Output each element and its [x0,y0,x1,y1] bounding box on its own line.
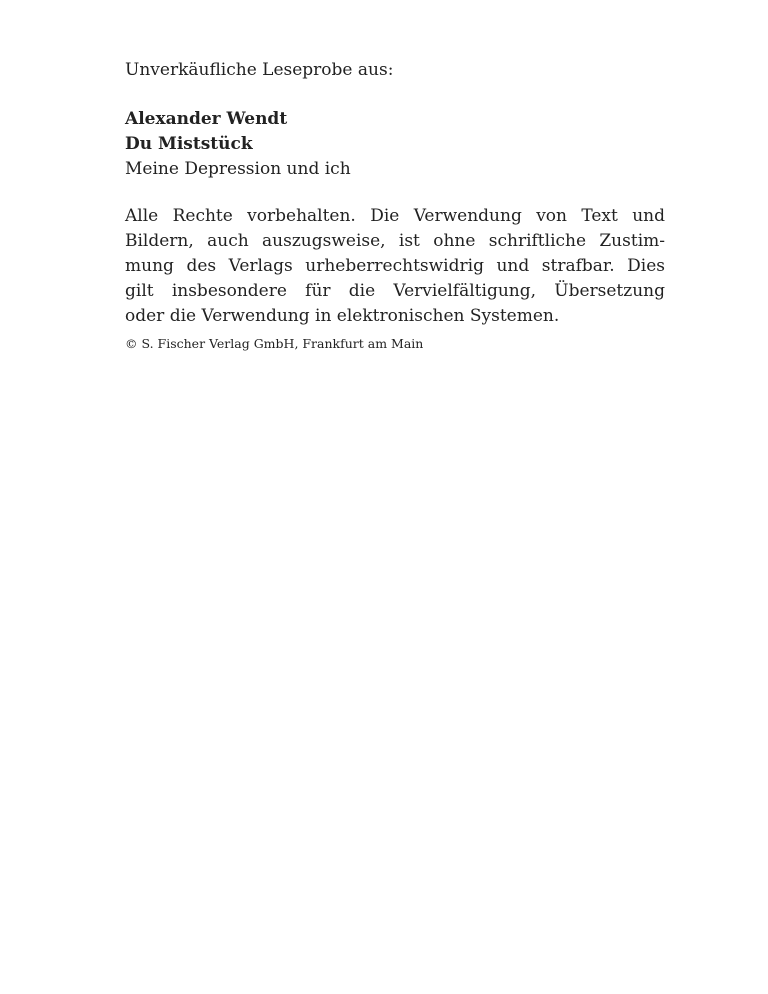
copyright-notice: © S. Fischer Verlag GmbH, Frankfurt am Main [125,336,424,351]
intro-text: Unverkäufliche Leseprobe aus: [125,60,394,80]
rights-line: oder die Verwendung in elektronischen Systemen. [125,306,560,326]
book-title: Du Miststück [125,134,253,154]
book-subtitle: Meine Depression und ich [125,159,351,179]
spacer [125,182,665,204]
rights-line: gilt insbesondere für die Vervielfältigung, Übersetzung [125,281,665,301]
rights-notice [125,204,665,329]
rights-line: Bildern, auch auszugsweise, ist ohne schriftliche Zustim- [125,231,665,251]
book-author: Alexander Wendt [125,109,288,129]
document-page [125,58,665,353]
rights-line: mung des Verlags urheberrechtswidrig und strafbar. Dies [125,256,665,276]
rights-line: Alle Rechte vorbehalten. Die Verwendung von Text und [125,206,665,226]
spacer [125,83,665,107]
